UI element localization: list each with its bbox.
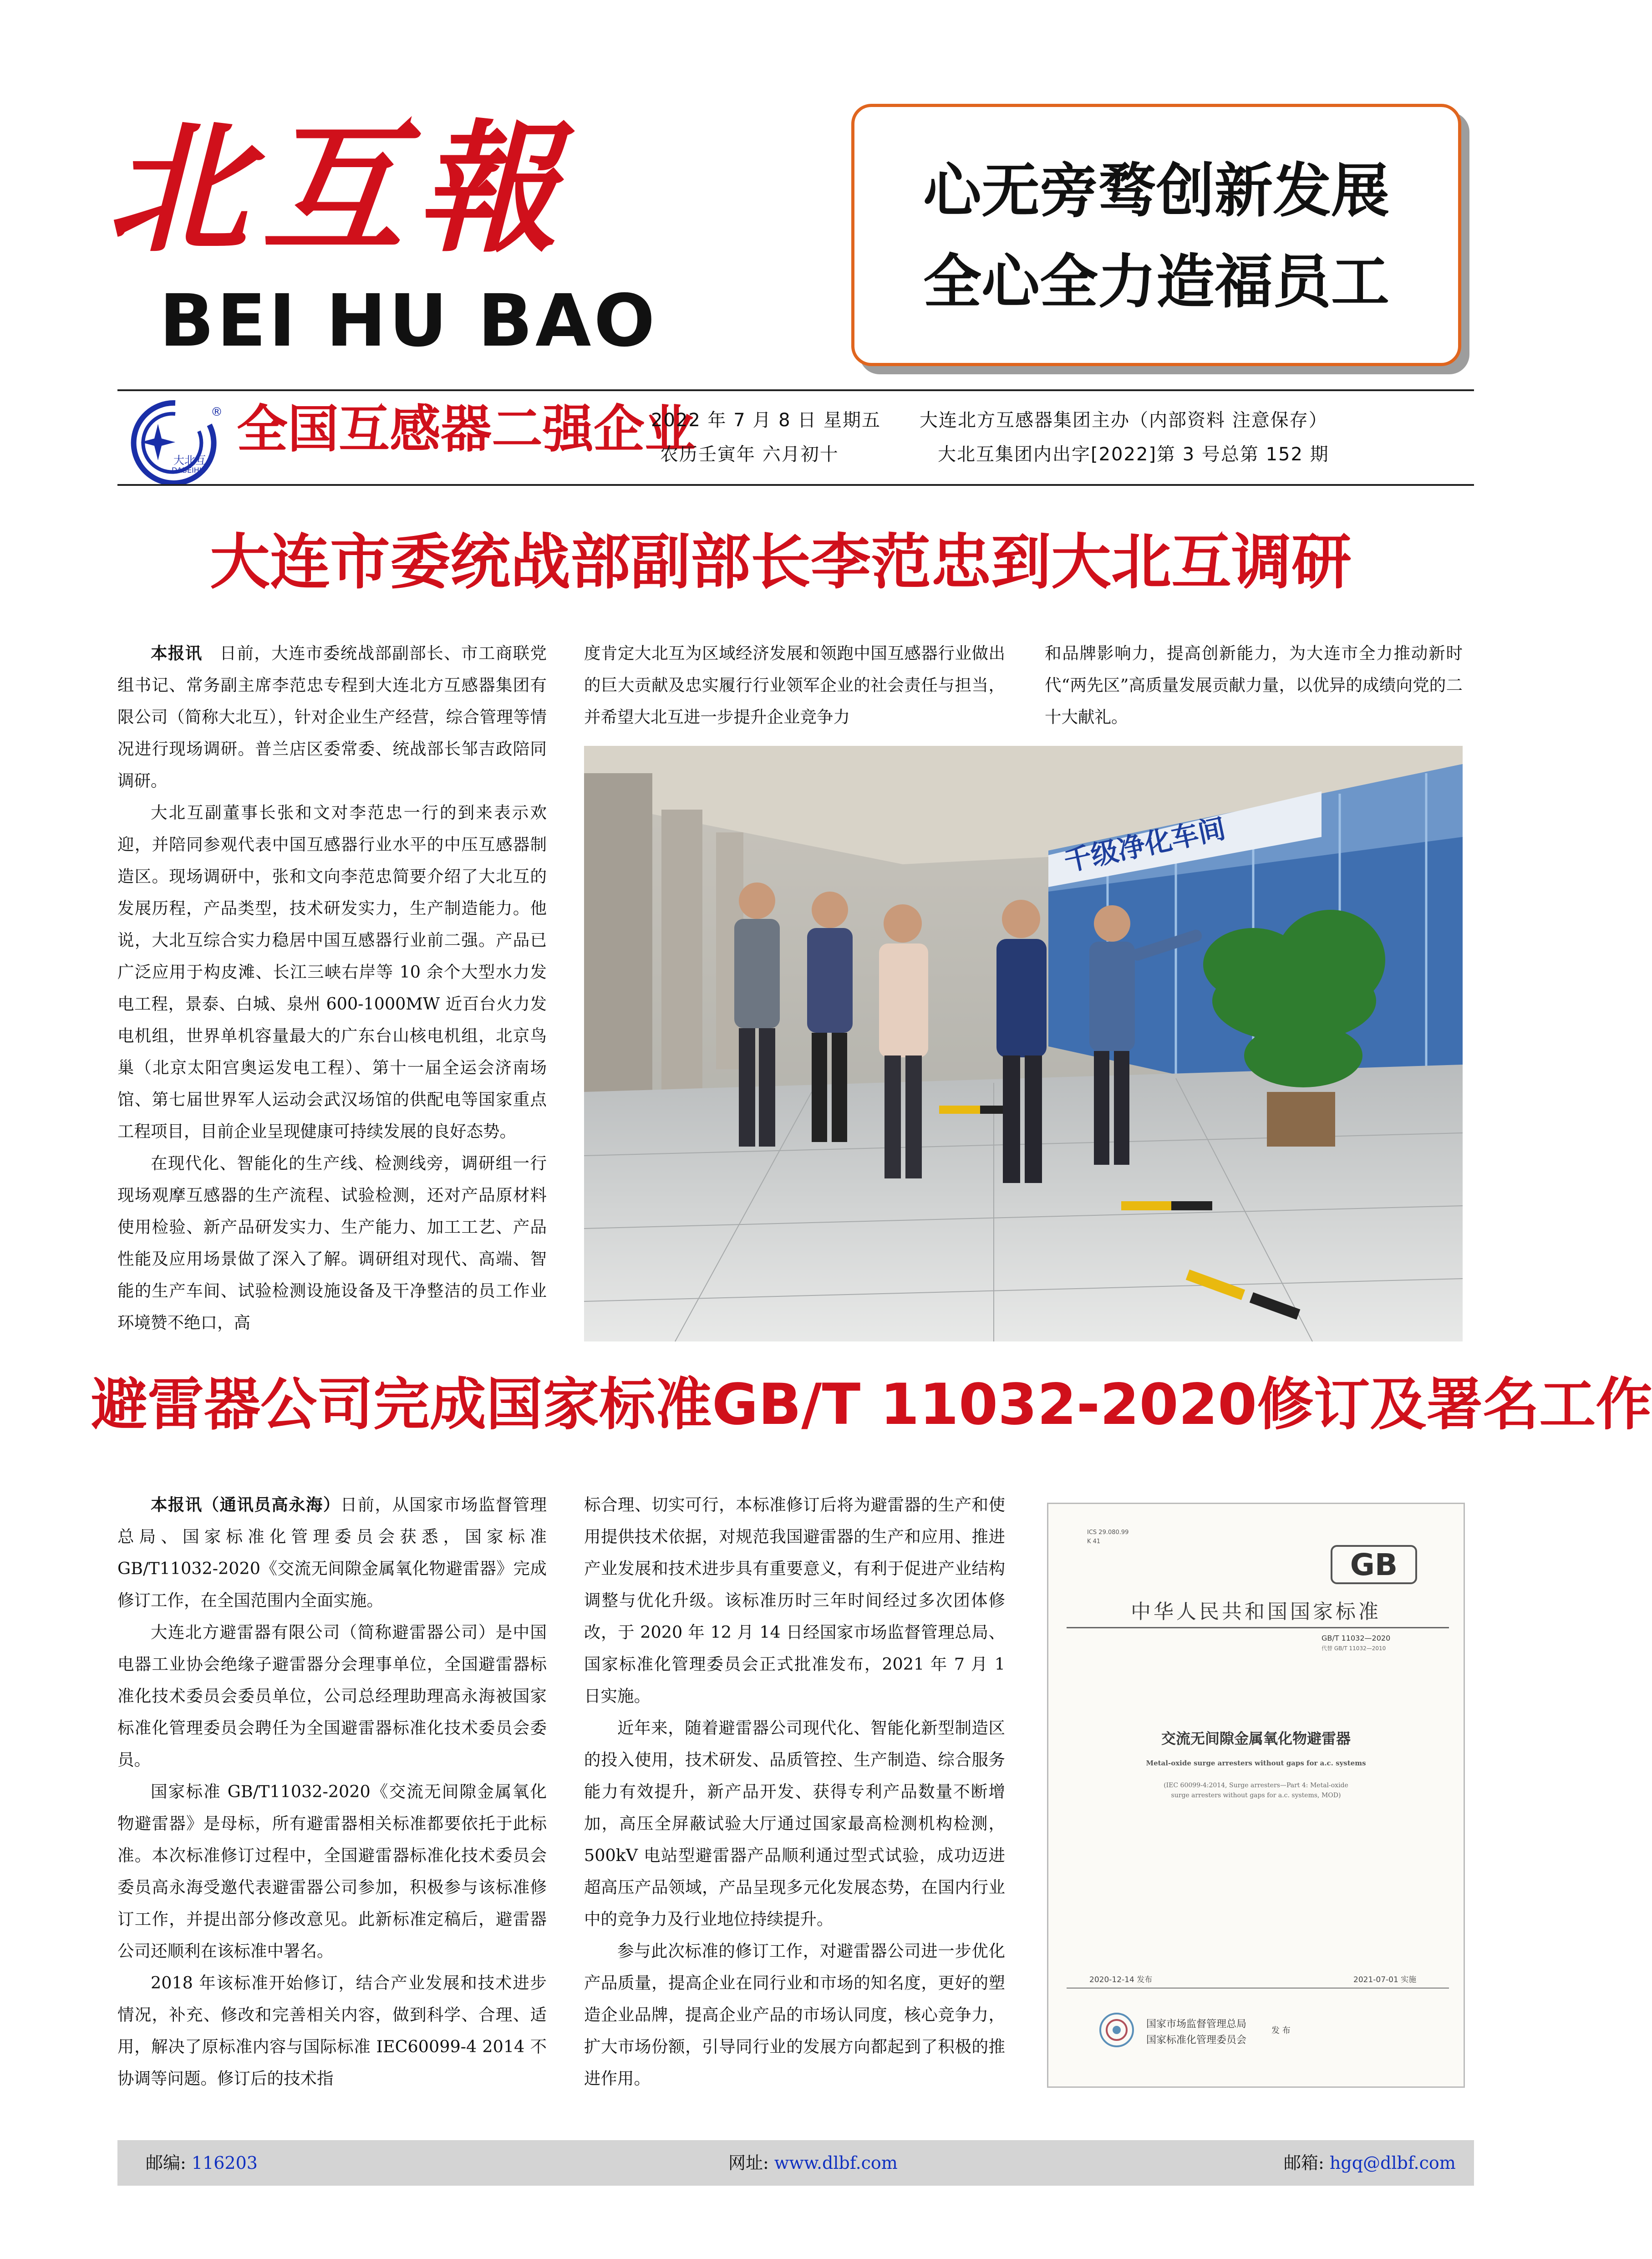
- article1-paragraph: 在现代化、智能化的生产线、检测线旁，调研组一行现场观摩互感器的生产流程、试验检测，还对产品原材料使用检验、新产品研发实力、生产能力、加工工艺、产品性能及应用场景做了深入了解。调研组对现代、高端、智能的生产车间、试验检测设施设备及干净整洁的员工作业环境赞不绝口，高: [117, 1153, 547, 1332]
- gb-standard-cover: [1047, 1503, 1465, 2088]
- slogan-box: [851, 104, 1461, 366]
- company-logo-icon: [130, 398, 221, 489]
- article2-column-2: [584, 1489, 1005, 2095]
- article2-paragraph: 近年来，随着避雷器公司现代化、智能化新型制造区的投入使用，技术研发、品质管控、生产制造、综合服务能力有效提升，新产品开发、获得专利产品数量不断增加，高压全屏蔽试验大厅通过国家最高检测机构检测，500kV 电站型避雷器产品顺利通过型式试验，成功迈进超高压产品领域，产品呈现多元化发展态势，在国内行业中的竞争力及行业地位持续提升。: [584, 1718, 1005, 1929]
- article1-paragraph: 大北互副董事长张和文对李范忠一行的到来表示欢迎，并陪同参观代表中国互感器行业水平的中压互感器制造区。现场调研中，张和文向李范忠简要介绍了大北互的发展历程，产品类型，技术研发实力，生产制造能力。他说，大北互综合实力稳居中国互感器行业前二强。产品已广泛应用于构皮滩、长江三峡右岸等 10 余个大型水力发电工程，景泰、白城、泉州 600-1000MW 近百台火力发电机组，世界单机容量最大的广东台山核电机组，北京鸟巢（北京太阳宫奥运发电工程）、第十一届全运会济南场馆、第七届世界军人运动会武汉场馆的供配电等国家重点工程项目，目前企业呈现健康可持续发展的良好态势。: [117, 803, 547, 1141]
- gb-title-en: Metal-oxide surge arresters without gaps for a.c. systems: [1146, 1759, 1366, 1767]
- slogan-line-2: 全心全力造福员工: [923, 248, 1389, 316]
- workshop-visit-illustration: [584, 746, 1463, 1341]
- gb-number: GB/T 11032—2020: [1322, 1634, 1391, 1642]
- article2-headline: 避雷器公司完成国家标准GB/T 11032-2020修订及署名工作: [91, 1372, 1652, 1438]
- gb-issuer-1: 国家市场监督管理总局: [1146, 2019, 1247, 2030]
- gb-equiv-2: surge arresters without gaps for a.c. systems, MOD): [1171, 1792, 1341, 1799]
- masthead-divider: [117, 389, 1474, 391]
- article1-column-2: [584, 637, 1005, 733]
- article2-paragraph: 国家标准 GB/T11032-2020《交流无间隙金属氧化物避雷器》是母标，所有避雷器相关标准都要依托于此标准。本次标准修订过程中，全国避雷器标准化技术委员会委员高永海受邀代表避雷器公司参加，积极参与该标准修订工作，并提出部分修改意见。此新标准定稿后，避雷器公司还顺利在该标准中署名。: [117, 1782, 547, 1961]
- gb-implement-date: 2021-07-01 实施: [1353, 1975, 1417, 1984]
- article2-paragraph: 2018 年该标准开始修订，结合产业发展和技术进步情况，补充、修改和完善相关内容，做到科学、合理、适用，解决了原标准内容与国际标准 IEC60099-4 2014 不协调等问题。修订后的技术指: [117, 1973, 547, 2088]
- photo-sign-text: 千级净化车间: [1061, 812, 1229, 878]
- gb-replaces: 代替 GB/T 11032—2010: [1322, 1645, 1386, 1652]
- article1-paragraph: 度肯定大北互为区域经济发展和领跑中国互感器行业做出的巨大贡献及忠实履行行业领军企业的社会责任与担当，并希望大北互进一步提升企业竞争力: [584, 643, 1005, 727]
- footer-email-link[interactable]: hgq@dlbf.com: [1329, 2153, 1456, 2173]
- gb-title-cn: 交流无间隙金属氧化物避雷器: [1161, 1730, 1351, 1747]
- footer-website-label: 网址:: [728, 2153, 769, 2173]
- article2-paragraph: 大连北方避雷器有限公司（简称避雷器公司）是中国电器工业协会绝缘子避雷器分会理事单位，全国避雷器标准化技术委员会委员单位，公司总经理助理高永海被国家标准化管理委员会聘任为全国避雷器标准化技术委员会委员。: [117, 1622, 547, 1769]
- footer-email: [1284, 2149, 1456, 2177]
- article2-paragraph: 参与此次标准的修订工作，对避雷器公司进一步优化产品质量，提高企业在同行业和市场的知名度，更好的塑造企业品牌，提高企业产品的市场认同度，核心竞争力，扩大市场份额，引导同行业的发展方向都起到了积极的推进作用。: [584, 1941, 1005, 2088]
- footer-postcode-label: 邮编:: [146, 2153, 186, 2173]
- article1-paragraph: 和品牌影响力，提高创新能力，为大连市全力推动新时代“两先区”高质量发展贡献力量，以优异的成绩向党的二十大献礼。: [1045, 643, 1463, 727]
- company-slogan: 全国互感器二强企业: [237, 400, 696, 459]
- article2-paragraph: 标合理、切实可行，本标准修订后将为避雷器的生产和使用提供技术依据，对规范我国避雷器的生产和应用、推进产业发展和技术进步具有重要意义，有利于促进产业结构调整与优化升级。该标准历时三年时间经过多次团体修改，于 2020 年 12 月 14 日经国家市场监督管理总局、国家标准化管理委员会正式批准发布，2021 年 7 月 1 日实施。: [584, 1495, 1005, 1706]
- gb-bottom-divider: [1067, 1988, 1449, 1989]
- issue-publisher: 大连北方互感器集团主办（内部资料 注意保存）: [920, 410, 1328, 431]
- gb-national-standard: 中华人民共和国国家标准: [1131, 1600, 1381, 1623]
- gb-ics: ICS 29.080.99: [1087, 1529, 1129, 1536]
- article2-paragraph: 日前，从国家市场监督管理总局、国家标准化管理委员会获悉，国家标准 GB/T11032-2020《交流无间隙金属氧化物避雷器》完成修订工作，在全国范围内全面实施。: [117, 1495, 547, 1610]
- article1-column-3: [1045, 637, 1463, 733]
- article2-lead: 本报讯（通讯员高永海）: [151, 1495, 341, 1514]
- gb-seal-icon: [1098, 2012, 1135, 2048]
- article1-headline: 大连市委统战部副部长李范忠到大北互调研: [210, 527, 1352, 597]
- logo-text-cn: 大北互: [173, 454, 206, 467]
- article1-paragraph: 日前，大连市委统战部副部长、市工商联党组书记、常务副主席李范忠专程到大连北方互感器集团有限公司（简称大北互），针对企业生产经营，综合管理等情况进行现场调研。普兰店区委常委、统战部长邹吉政陪同调研。: [117, 643, 547, 790]
- footer-website: [728, 2149, 898, 2177]
- article2-column-1: [117, 1489, 547, 2095]
- gb-k: K 41: [1087, 1538, 1101, 1545]
- footer-postcode-value: 116203: [191, 2153, 258, 2173]
- footer-email-label: 邮箱:: [1284, 2153, 1324, 2173]
- footer-postcode: [146, 2149, 258, 2177]
- article1-lead: 本报讯: [151, 643, 203, 663]
- article1-column-1: [117, 637, 547, 1339]
- gb-divider: [1067, 1627, 1449, 1628]
- footer-website-link[interactable]: www.dlbf.com: [774, 2153, 898, 2173]
- issue-lunar-date: 农历壬寅年 六月初十: [660, 444, 839, 465]
- logo-text-en: DABEIHU: [172, 466, 205, 474]
- article1-photo: [584, 746, 1463, 1341]
- masthead-title-cn: 北互報: [107, 106, 571, 272]
- issue-date: 2022 年 7 月 8 日 星期五: [651, 410, 881, 431]
- slogan-line-1: 心无旁骛创新发展: [923, 157, 1389, 225]
- issue-number: 大北互集团内出字[2022]第 3 号总第 152 期: [938, 444, 1329, 465]
- gb-issuer-2: 国家标准化管理委员会: [1146, 2035, 1247, 2046]
- gb-logo: GB: [1331, 1545, 1417, 1584]
- company-logo: [130, 398, 221, 489]
- svg-text:®: ®: [211, 405, 223, 419]
- gb-issue-word: 发 布: [1271, 2026, 1291, 2035]
- gb-equiv-1: (IEC 60099-4:2014, Surge arresters—Part 4: Metal-oxide: [1164, 1782, 1348, 1789]
- info-divider: [117, 484, 1474, 486]
- masthead-title-en: BEI HU BAO: [159, 279, 658, 363]
- gb-publish-date: 2020-12-14 发布: [1089, 1975, 1153, 1984]
